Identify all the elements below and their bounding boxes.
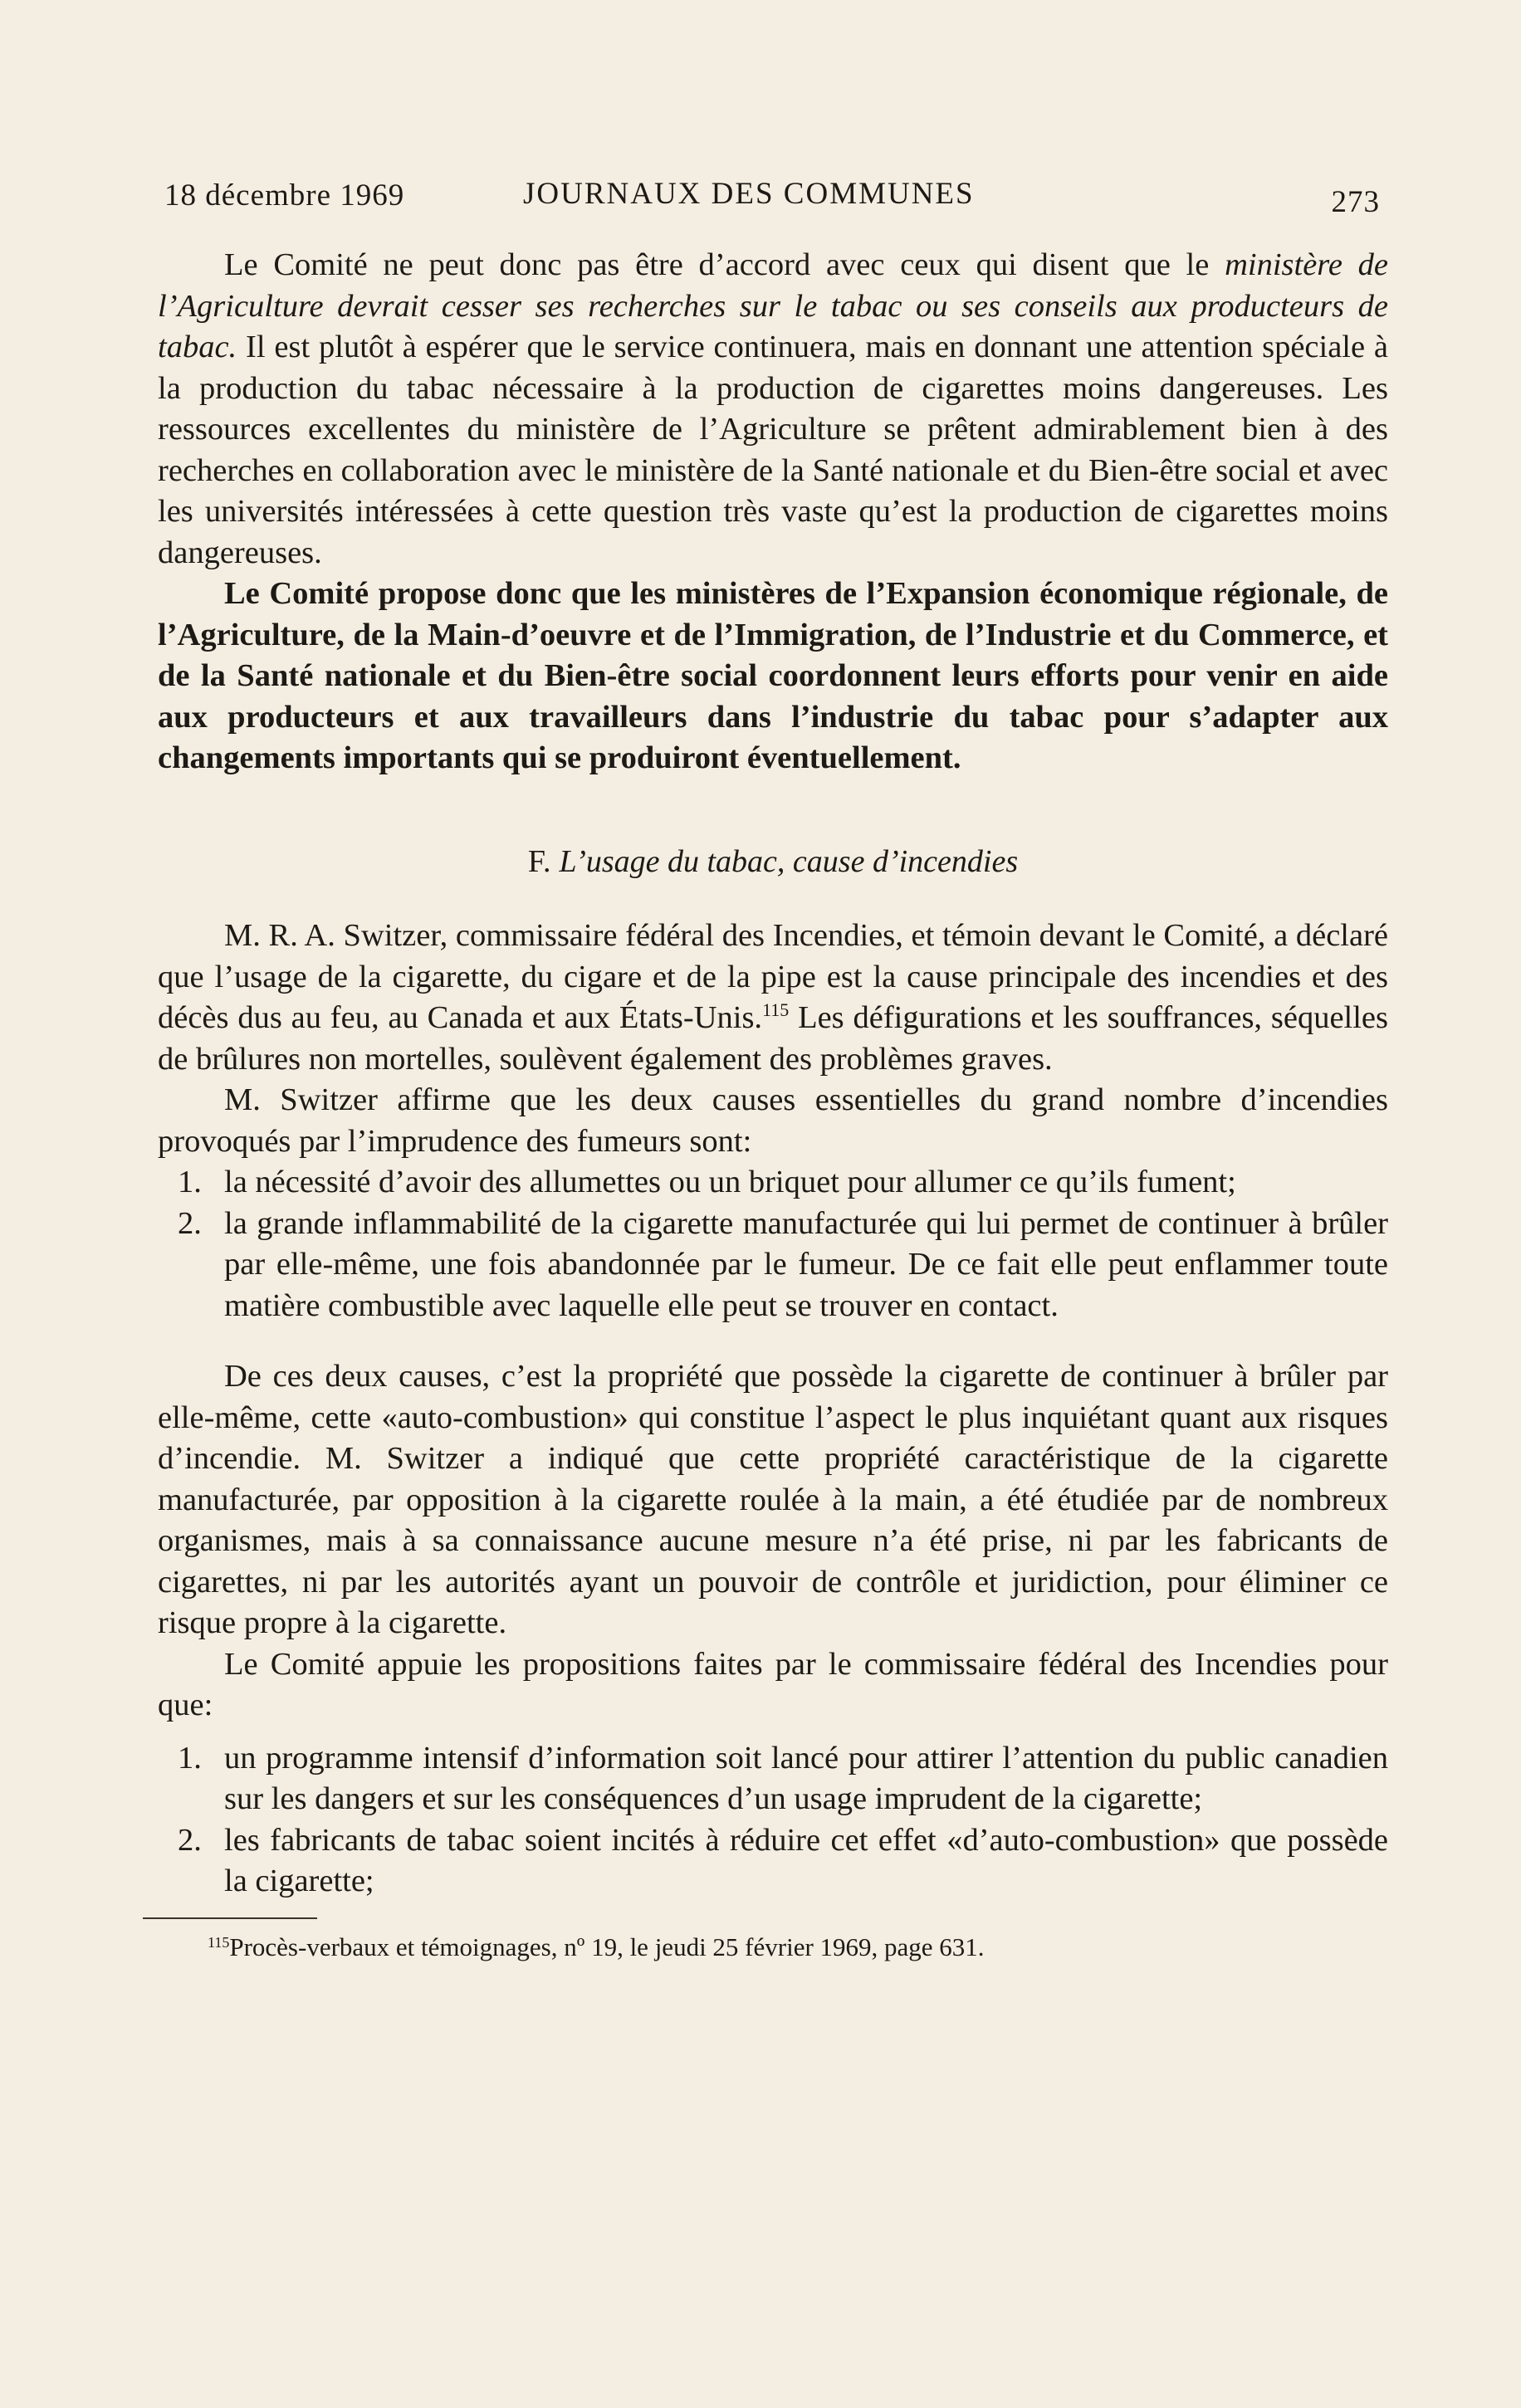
header-journal-title: JOURNAUX DES COMMUNES — [523, 177, 975, 211]
footnote-reference[interactable]: 115 — [762, 999, 790, 1020]
paragraph-recommendation: Le Comité propose donc que les ministères de l’Expansion économique régionale, de l’Agriculture, de la Main-d’oeuvre et de l’Immigration, de l’Industrie et du Commerce, et de la Santé nationale et du Bien-être social coordonnent leurs efforts pour venir en aide aux producteurs et aux travailleurs dans l’industrie du tabac pour s’adapter aux changements importants qui se produiront éventuellement. — [158, 576, 1388, 775]
italic-phrase: ministère de l’Agriculture devrait cesser ses recherches sur le tabac ou ses conseils aux producteurs de tabac. — [158, 247, 1388, 364]
header-date: 18 décembre 1969 — [164, 178, 405, 212]
list-number: 2. — [178, 1205, 202, 1241]
footnote-text: Procès-verbaux et témoignages, nº 19, le jeudi 25 février 1969, page 631. — [229, 1932, 985, 1961]
list-item-text: la grande inflammabilité de la cigarette manufacturée qui lui permet de continuer à brûler par elle-même, une fois abandonnée par le fumeur. De ce fait elle peut enflammer toute matière combustible avec laquelle elle peut se trouver en contact. — [224, 1205, 1388, 1323]
paragraph-text: Les défigurations et les souffrances, séquelles de brûlures non mortelles, soulèvent également des problèmes graves. — [158, 1000, 1389, 1077]
section-heading — [158, 842, 1388, 883]
paragraph-agriculture — [158, 245, 1388, 574]
paragraph-text: Il est plutôt à espérer que le service continuera, mais en donnant une attention spéciale à la production du tabac nécessaire à la production de cigarettes moins dangereuses. Les ressources excellentes du ministère de l’Agriculture se prêtent admirablement bien à des recherches en collaboration avec le ministère de la Santé nationale et du Bien-être social et avec les universités intéressées à cette question très vaste qu’est la production de cigarettes moins dangereuses. — [158, 330, 1388, 570]
paragraph-switzer — [158, 916, 1388, 1080]
list-item — [158, 1820, 1388, 1902]
list-item-text: la nécessité d’avoir des allumettes ou un briquet pour allumer ce qu’ils fument; — [224, 1165, 1236, 1199]
section-letter: F. — [527, 843, 551, 879]
proposals-list — [158, 1738, 1388, 1902]
spacer — [158, 1326, 1388, 1356]
causes-list — [158, 1162, 1388, 1326]
paragraph-proposals: Le Comité appuie les propositions faites par le commissaire fédéral des Incendies pour que: — [158, 1646, 1388, 1722]
list-number: 1. — [178, 1165, 202, 1199]
section-title: L’usage du tabac, cause d’incendies — [559, 843, 1019, 879]
page-number: 273 — [1331, 185, 1380, 219]
list-item-text: les fabricants de tabac soient incités à réduire cet effet «d’auto-combustion» que possède la cigarette; — [224, 1822, 1388, 1898]
running-header — [158, 166, 1388, 219]
paragraph-causes: M. Switzer affirme que les deux causes essentielles du grand nombre d’incendies provoqués par l’imprudence des fumeurs sont: — [158, 1082, 1388, 1159]
footnote — [158, 1931, 1388, 1964]
list-number: 2. — [178, 1822, 202, 1858]
list-item — [158, 1738, 1388, 1820]
paragraph-auto-combustion: De ces deux causes, c’est la propriété que possède la cigarette de continuer à brûler par elle-même, cette «auto-combustion» qui constitue l’aspect le plus inquiétant quant aux risques d’incendie. M. Switzer a indiqué que cette propriété caractéristique de la cigarette manufacturée, par opposition à la cigarette roulée à la main, a été étudiée par de nombreux organismes, mais à sa connaissance aucune mesure n’a été prise, ni par les fabricants de cigarettes, ni par les autorités ayant un pouvoir de contrôle et juridiction, pour éliminer ce risque propre à la cigarette. — [158, 1359, 1388, 1640]
list-item-text: un programme intensif d’information soit lancé pour attirer l’attention du public canadien sur les dangers et sur les conséquences d’un usage imprudent de la cigarette; — [224, 1740, 1388, 1816]
footnote-mark: 115 — [208, 1933, 230, 1951]
body-text — [158, 245, 1388, 1964]
list-item — [158, 1162, 1388, 1204]
list-item — [158, 1204, 1388, 1327]
paragraph-text: Le Comité ne peut donc pas être d’accord avec ceux qui disent que le — [224, 247, 1225, 282]
paragraph-text: M. R. A. Switzer, commissaire fédéral des Incendies, et témoin devant le Comité, a déclaré que l’usage de la cigarette, du cigare et de la pipe est la cause principale des incendies et des décès dus au feu, au Canada et aux États-Unis. — [158, 918, 1388, 1035]
footnote-divider — [143, 1917, 317, 1919]
list-number: 1. — [178, 1740, 202, 1775]
